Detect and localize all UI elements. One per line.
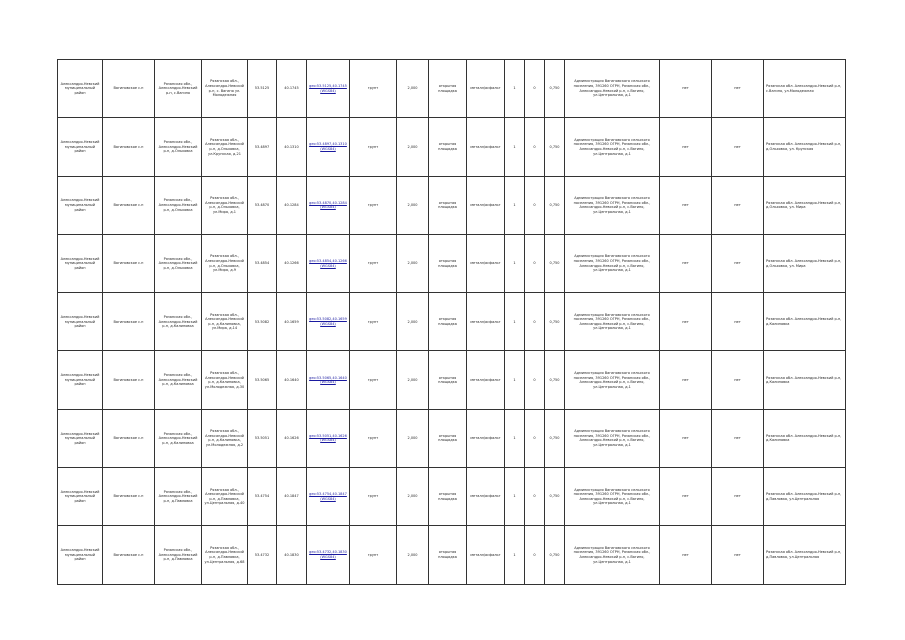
planned-count-cell: 0 xyxy=(525,468,545,526)
site-type-cell: открытая площадка xyxy=(429,409,467,467)
volume-cell: 0,750 xyxy=(545,60,565,118)
container-count-cell: 1 xyxy=(505,526,525,584)
site-address-cell: Рязанская обл., Александро-Невский р-н, д.Калиновка, ул.Мира, д.14 xyxy=(202,293,248,351)
surface-cell: грунт xyxy=(350,351,397,409)
latitude-cell: 53.4732 xyxy=(248,526,277,584)
planned-count-cell: 0 xyxy=(525,176,545,234)
container-count-cell: 1 xyxy=(505,118,525,176)
site-address-cell: Рязанская обл., Александро-Невский р-н, д.Павловка, ул.Центральная, д.68 xyxy=(202,526,248,584)
flag-cell: нет xyxy=(660,60,712,118)
district-cell: Александро-Невский муниципальный район xyxy=(58,293,103,351)
coordinates-link[interactable]: geo:53.4897,40.1310 (WGS84) xyxy=(307,118,350,176)
owner-cell: Администрация Вагиновского сельского поселения, 391260 ОГРН, Рязанская обл., Александро-Невский р-н, с.Вагино, ул.Центральная, д.1 xyxy=(565,468,660,526)
locality-cell: Рязанская обл., Александро-Невский р-н, с.Вагино xyxy=(155,60,202,118)
volume-cell: 0,750 xyxy=(545,351,565,409)
site-type-cell: открытая площадка xyxy=(429,118,467,176)
served-area-cell: Рязанская обл. Александро-Невский р-н, д.Калиновка xyxy=(764,293,846,351)
area-cell: 2,000 xyxy=(397,293,429,351)
flag-cell: нет xyxy=(712,293,764,351)
container-count-cell: 1 xyxy=(505,468,525,526)
container-count-cell: 1 xyxy=(505,234,525,292)
volume-cell: 0,750 xyxy=(545,234,565,292)
area-cell: 2,000 xyxy=(397,351,429,409)
flag-cell: нет xyxy=(712,409,764,467)
longitude-cell: 40.1640 xyxy=(277,351,307,409)
container-count-cell: 1 xyxy=(505,409,525,467)
container-count-cell: 1 xyxy=(505,60,525,118)
table-row xyxy=(58,293,846,351)
owner-cell: Администрация Вагиновского сельского поселения, 391260 ОГРН, Рязанская обл., Александро-Невский р-н, с.Вагино, ул.Центральная, д.1 xyxy=(565,234,660,292)
locality-cell: Рязанская обл., Александро-Невский р-н, д.Павловка xyxy=(155,468,202,526)
container-material-cell: металл/асфальт xyxy=(467,118,505,176)
settlement-cell: Вагиновское с.п xyxy=(103,234,155,292)
container-material-cell: металл/асфальт xyxy=(467,293,505,351)
area-cell: 2,000 xyxy=(397,60,429,118)
site-type-cell: открытая площадка xyxy=(429,526,467,584)
container-count-cell: 1 xyxy=(505,176,525,234)
settlement-cell: Вагиновское с.п xyxy=(103,526,155,584)
latitude-cell: 53.5065 xyxy=(248,351,277,409)
surface-cell: грунт xyxy=(350,468,397,526)
district-cell: Александро-Невский муниципальный район xyxy=(58,351,103,409)
area-cell: 2,000 xyxy=(397,176,429,234)
coordinates-link[interactable]: geo:53.5051,40.1626 (WGS84) xyxy=(307,409,350,467)
locality-cell: Рязанская обл., Александро-Невский р-н, д.Ольховка xyxy=(155,176,202,234)
owner-cell: Администрация Вагиновского сельского поселения, 391260 ОГРН, Рязанская обл., Александро-Невский р-н, с.Вагино, ул.Центральная, д.1 xyxy=(565,351,660,409)
volume-cell: 0,750 xyxy=(545,468,565,526)
planned-count-cell: 0 xyxy=(525,234,545,292)
locality-cell: Рязанская обл., Александро-Невский р-н, д.Калиновка xyxy=(155,409,202,467)
locality-cell: Рязанская обл., Александро-Невский р-н, д.Павловка xyxy=(155,526,202,584)
table-row xyxy=(58,468,846,526)
container-material-cell: металл/асфальт xyxy=(467,176,505,234)
district-cell: Александро-Невский муниципальный район xyxy=(58,234,103,292)
surface-cell: грунт xyxy=(350,526,397,584)
planned-count-cell: 0 xyxy=(525,60,545,118)
latitude-cell: 53.5051 xyxy=(248,409,277,467)
served-area-cell: Рязанская обл. Александро-Невский р-н, д.Павловка, ул.Центральная xyxy=(764,526,846,584)
site-address-cell: Рязанская обл., Александро-Невский р-н, д.Ольховка, ул.Мира, д.9 xyxy=(202,234,248,292)
container-material-cell: металл/асфальт xyxy=(467,468,505,526)
longitude-cell: 40.1659 xyxy=(277,293,307,351)
area-cell: 2,000 xyxy=(397,409,429,467)
latitude-cell: 53.5125 xyxy=(248,60,277,118)
table-row xyxy=(58,118,846,176)
flag-cell: нет xyxy=(712,60,764,118)
coordinates-link[interactable]: geo:53.5065,40.1640 (WGS84) xyxy=(307,351,350,409)
locality-cell: Рязанская обл., Александро-Невский р-н, д.Ольховка xyxy=(155,118,202,176)
surface-cell: грунт xyxy=(350,234,397,292)
flag-cell: нет xyxy=(660,468,712,526)
flag-cell: нет xyxy=(660,234,712,292)
owner-cell: Администрация Вагиновского сельского поселения, 391260 ОГРН, Рязанская обл., Александро-Невский р-н, с.Вагино, ул.Центральная, д.1 xyxy=(565,60,660,118)
settlement-cell: Вагиновское с.п xyxy=(103,409,155,467)
flag-cell: нет xyxy=(712,526,764,584)
table-row xyxy=(58,176,846,234)
surface-cell: грунт xyxy=(350,60,397,118)
container-count-cell: 1 xyxy=(505,351,525,409)
surface-cell: грунт xyxy=(350,409,397,467)
planned-count-cell: 0 xyxy=(525,293,545,351)
container-material-cell: металл/асфальт xyxy=(467,60,505,118)
served-area-cell: Рязанская обл. Александро-Невский р-н, д.Павловка, ул.Центральная xyxy=(764,468,846,526)
waste-sites-table xyxy=(57,59,846,585)
settlement-cell: Вагиновское с.п xyxy=(103,118,155,176)
flag-cell: нет xyxy=(660,409,712,467)
site-address-cell: Рязанская обл., Александро-Невский р-н, д.Калиновка, ул.Молодежная, д.2 xyxy=(202,409,248,467)
site-address-cell: Рязанская обл., Александро-Невский р-н, д.Калиновка, ул.Молодежная, д.30 xyxy=(202,351,248,409)
site-address-cell: Рязанская обл., Александро-Невский р-н, д.Ольховка, ул.Крупская, д.21 xyxy=(202,118,248,176)
longitude-cell: 40.1745 xyxy=(277,60,307,118)
planned-count-cell: 0 xyxy=(525,351,545,409)
flag-cell: нет xyxy=(660,351,712,409)
planned-count-cell: 0 xyxy=(525,409,545,467)
settlement-cell: Вагиновское с.п xyxy=(103,293,155,351)
site-type-cell: открытая площадка xyxy=(429,176,467,234)
flag-cell: нет xyxy=(660,293,712,351)
longitude-cell: 40.1830 xyxy=(277,526,307,584)
flag-cell: нет xyxy=(712,118,764,176)
settlement-cell: Вагиновское с.п xyxy=(103,60,155,118)
latitude-cell: 53.4870 xyxy=(248,176,277,234)
area-cell: 2,000 xyxy=(397,468,429,526)
longitude-cell: 40.1310 xyxy=(277,118,307,176)
coordinates-link[interactable]: geo:53.4732,40.1830 (WGS84) xyxy=(307,526,350,584)
district-cell: Александро-Невский муниципальный район xyxy=(58,176,103,234)
district-cell: Александро-Невский муниципальный район xyxy=(58,409,103,467)
site-type-cell: открытая площадка xyxy=(429,60,467,118)
container-material-cell: металл/асфальт xyxy=(467,351,505,409)
settlement-cell: Вагиновское с.п xyxy=(103,176,155,234)
served-area-cell: Рязанская обл. Александро-Невский р-н, д.Калиновка xyxy=(764,351,846,409)
coordinates-link[interactable]: geo:53.5082,40.1659 (WGS84) xyxy=(307,293,350,351)
latitude-cell: 53.4754 xyxy=(248,468,277,526)
surface-cell: грунт xyxy=(350,176,397,234)
volume-cell: 0,750 xyxy=(545,176,565,234)
container-material-cell: металл/асфальт xyxy=(467,526,505,584)
latitude-cell: 53.4897 xyxy=(248,118,277,176)
longitude-cell: 40.1847 xyxy=(277,468,307,526)
table-row xyxy=(58,351,846,409)
district-cell: Александро-Невский муниципальный район xyxy=(58,526,103,584)
surface-cell: грунт xyxy=(350,118,397,176)
site-address-cell: Рязанская обл., Александро-Невский р-н, д.Павловка, ул.Центральная, д.40 xyxy=(202,468,248,526)
served-area-cell: Рязанская обл. Александро-Невский р-н, д.Ольховка, ул. Мира xyxy=(764,234,846,292)
owner-cell: Администрация Вагиновского сельского поселения, 391260 ОГРН, Рязанская обл., Александро-Невский р-н, с.Вагино, ул.Центральная, д.1 xyxy=(565,176,660,234)
volume-cell: 0,750 xyxy=(545,409,565,467)
longitude-cell: 40.1266 xyxy=(277,234,307,292)
longitude-cell: 40.1284 xyxy=(277,176,307,234)
coordinates-link[interactable]: geo:53.5125,40.1745 (WGS84) xyxy=(307,60,350,118)
district-cell: Александро-Невский муниципальный район xyxy=(58,118,103,176)
site-type-cell: открытая площадка xyxy=(429,468,467,526)
longitude-cell: 40.1626 xyxy=(277,409,307,467)
flag-cell: нет xyxy=(712,351,764,409)
surface-cell: грунт xyxy=(350,293,397,351)
planned-count-cell: 0 xyxy=(525,526,545,584)
site-address-cell: Рязанская обл., Александро-Невский р-н, с. Вагино ул. Молодежная xyxy=(202,60,248,118)
served-area-cell: Рязанская обл. Александро-Невский р-н, с.Вагино, ул.Молодежная xyxy=(764,60,846,118)
owner-cell: Администрация Вагиновского сельского поселения, 391260 ОГРН, Рязанская обл., Александро-Невский р-н, с.Вагино, ул.Центральная, д.1 xyxy=(565,526,660,584)
container-material-cell: металл/асфальт xyxy=(467,409,505,467)
volume-cell: 0,750 xyxy=(545,118,565,176)
served-area-cell: Рязанская обл. Александро-Невский р-н, д.Ольховка, ул. Крупская xyxy=(764,118,846,176)
site-address-cell: Рязанская обл., Александро-Невский р-н, д.Ольховка, ул.Мира, д.1 xyxy=(202,176,248,234)
container-material-cell: металл/асфальт xyxy=(467,234,505,292)
container-count-cell: 1 xyxy=(505,293,525,351)
flag-cell: нет xyxy=(660,176,712,234)
table-row xyxy=(58,234,846,292)
locality-cell: Рязанская обл., Александро-Невский р-н, д.Ольховка xyxy=(155,234,202,292)
volume-cell: 0,750 xyxy=(545,526,565,584)
settlement-cell: Вагиновское с.п xyxy=(103,351,155,409)
table-row xyxy=(58,526,846,584)
served-area-cell: Рязанская обл. Александро-Невский р-н, д.Калиновка xyxy=(764,409,846,467)
owner-cell: Администрация Вагиновского сельского поселения, 391260 ОГРН, Рязанская обл., Александро-Невский р-н, с.Вагино, ул.Центральная, д.1 xyxy=(565,409,660,467)
flag-cell: нет xyxy=(660,526,712,584)
area-cell: 2,000 xyxy=(397,118,429,176)
planned-count-cell: 0 xyxy=(525,118,545,176)
owner-cell: Администрация Вагиновского сельского поселения, 391260 ОГРН, Рязанская обл., Александро-Невский р-н, с.Вагино, ул.Центральная, д.1 xyxy=(565,293,660,351)
table-row xyxy=(58,60,846,118)
volume-cell: 0,750 xyxy=(545,293,565,351)
district-cell: Александро-Невский муниципальный район xyxy=(58,60,103,118)
table-row xyxy=(58,409,846,467)
coordinates-link[interactable]: geo:53.4854,40.1266 (WGS84) xyxy=(307,234,350,292)
flag-cell: нет xyxy=(712,176,764,234)
owner-cell: Администрация Вагиновского сельского поселения, 391260 ОГРН, Рязанская обл., Александро-Невский р-н, с.Вагино, ул.Центральная, д.1 xyxy=(565,118,660,176)
district-cell: Александро-Невский муниципальный район xyxy=(58,468,103,526)
site-type-cell: открытая площадка xyxy=(429,234,467,292)
site-type-cell: открытая площадка xyxy=(429,351,467,409)
coordinates-link[interactable]: geo:53.4754,40.1847 (WGS84) xyxy=(307,468,350,526)
flag-cell: нет xyxy=(712,234,764,292)
latitude-cell: 53.4854 xyxy=(248,234,277,292)
flag-cell: нет xyxy=(712,468,764,526)
settlement-cell: Вагиновское с.п xyxy=(103,468,155,526)
area-cell: 2,000 xyxy=(397,526,429,584)
locality-cell: Рязанская обл., Александро-Невский р-н, д.Калиновка xyxy=(155,351,202,409)
registry-table-page xyxy=(57,59,845,585)
latitude-cell: 53.5082 xyxy=(248,293,277,351)
site-type-cell: открытая площадка xyxy=(429,293,467,351)
area-cell: 2,000 xyxy=(397,234,429,292)
locality-cell: Рязанская обл., Александро-Невский р-н, д.Калиновка xyxy=(155,293,202,351)
served-area-cell: Рязанская обл. Александро-Невский р-н, д.Ольховка, ул. Мира xyxy=(764,176,846,234)
flag-cell: нет xyxy=(660,118,712,176)
coordinates-link[interactable]: geo:53.4870,40.1284 (WGS84) xyxy=(307,176,350,234)
